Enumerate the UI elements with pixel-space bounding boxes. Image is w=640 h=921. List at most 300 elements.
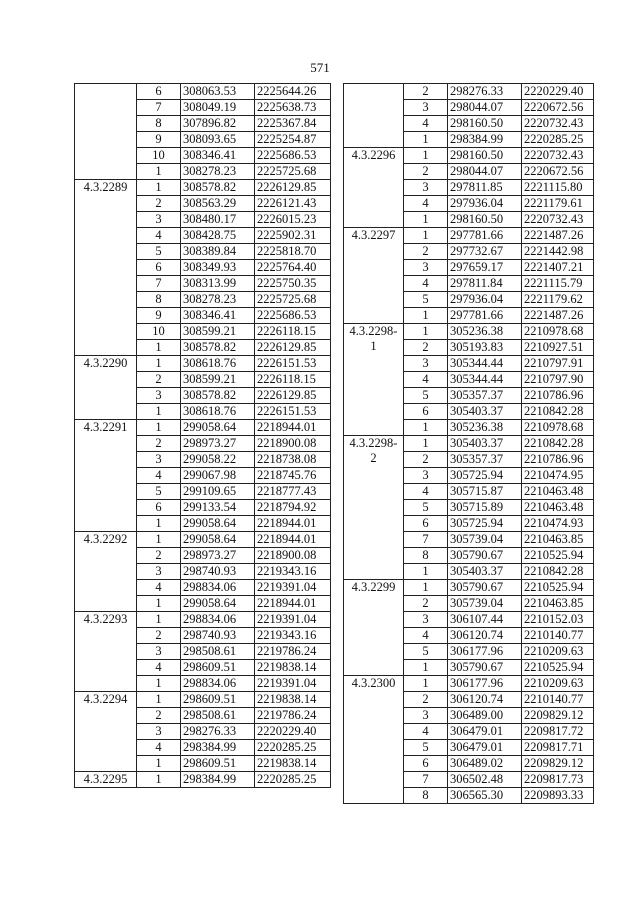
point-number: 4 (404, 724, 448, 740)
x-coordinate: 298834.06 (181, 580, 255, 596)
y-coordinate: 2226129.85 (255, 180, 331, 196)
x-coordinate: 306489.00 (448, 708, 522, 724)
point-number: 3 (404, 180, 448, 196)
point-number: 1 (404, 580, 448, 596)
y-coordinate: 2210786.96 (522, 388, 594, 404)
point-number: 2 (137, 436, 181, 452)
y-coordinate: 2225902.31 (255, 228, 331, 244)
point-number: 2 (404, 164, 448, 180)
y-coordinate: 2226118.15 (255, 372, 331, 388)
x-coordinate: 305403.37 (448, 564, 522, 580)
x-coordinate: 298834.06 (181, 612, 255, 628)
x-coordinate: 299058.64 (181, 420, 255, 436)
y-coordinate: 2209829.12 (522, 708, 594, 724)
point-number: 2 (404, 452, 448, 468)
x-coordinate: 305790.67 (448, 580, 522, 596)
table-row (75, 180, 331, 196)
x-coordinate: 305739.04 (448, 532, 522, 548)
y-coordinate: 2209893.33 (522, 788, 594, 804)
x-coordinate: 298044.07 (448, 100, 522, 116)
point-number: 4 (137, 468, 181, 484)
x-coordinate: 297811.85 (448, 180, 522, 196)
x-coordinate: 308389.84 (181, 244, 255, 260)
table-row (344, 436, 594, 452)
point-number: 2 (404, 84, 448, 100)
point-number: 1 (404, 132, 448, 148)
point-number: 2 (404, 692, 448, 708)
y-coordinate: 2219391.04 (255, 676, 331, 692)
point-number: 5 (137, 484, 181, 500)
y-coordinate: 2220285.25 (255, 740, 331, 756)
y-coordinate: 2210463.85 (522, 532, 594, 548)
y-coordinate: 2219838.14 (255, 660, 331, 676)
point-number: 1 (404, 148, 448, 164)
y-coordinate: 2220672.56 (522, 164, 594, 180)
point-number: 4 (404, 628, 448, 644)
y-coordinate: 2210474.95 (522, 468, 594, 484)
y-coordinate: 2225254.87 (255, 132, 331, 148)
point-number: 1 (137, 692, 181, 708)
x-coordinate: 308599.21 (181, 372, 255, 388)
point-number: 1 (137, 756, 181, 772)
point-number: 4 (137, 580, 181, 596)
y-coordinate: 2210152.03 (522, 612, 594, 628)
y-coordinate: 2226151.53 (255, 356, 331, 372)
y-coordinate: 2220732.43 (522, 116, 594, 132)
parcel-id-line: 1 (370, 339, 377, 353)
parcel-id: 4.3.2294 (75, 692, 137, 772)
x-coordinate: 308313.99 (181, 276, 255, 292)
x-coordinate: 298384.99 (448, 132, 522, 148)
point-number: 3 (137, 724, 181, 740)
x-coordinate: 307896.82 (181, 116, 255, 132)
x-coordinate: 308346.41 (181, 148, 255, 164)
y-coordinate: 2210842.28 (522, 404, 594, 420)
y-coordinate: 2218777.43 (255, 484, 331, 500)
x-coordinate: 306107.44 (448, 612, 522, 628)
point-number: 8 (137, 292, 181, 308)
x-coordinate: 297781.66 (448, 228, 522, 244)
point-number: 3 (404, 708, 448, 724)
point-number: 1 (137, 612, 181, 628)
parcel-id (344, 84, 404, 148)
point-number: 2 (137, 548, 181, 564)
x-coordinate: 308618.76 (181, 356, 255, 372)
table-row (344, 324, 594, 340)
y-coordinate: 2210978.68 (522, 324, 594, 340)
left-table-body (75, 84, 331, 788)
point-number: 1 (404, 324, 448, 340)
x-coordinate: 305790.67 (448, 548, 522, 564)
x-coordinate: 298834.06 (181, 676, 255, 692)
x-coordinate: 305193.83 (448, 340, 522, 356)
y-coordinate: 2226151.53 (255, 404, 331, 420)
x-coordinate: 308563.29 (181, 196, 255, 212)
parcel-id-line: 4.3.2298- (349, 436, 398, 450)
y-coordinate: 2210525.94 (522, 548, 594, 564)
y-coordinate: 2210797.90 (522, 372, 594, 388)
y-coordinate: 2221179.62 (522, 292, 594, 308)
y-coordinate: 2220285.25 (255, 772, 331, 788)
y-coordinate: 2210463.85 (522, 596, 594, 612)
y-coordinate: 2210797.91 (522, 356, 594, 372)
y-coordinate: 2225725.68 (255, 292, 331, 308)
y-coordinate: 2209817.72 (522, 724, 594, 740)
y-coordinate: 2209817.71 (522, 740, 594, 756)
table-row (75, 772, 331, 788)
point-number: 1 (137, 180, 181, 196)
point-number: 4 (404, 116, 448, 132)
x-coordinate: 297659.17 (448, 260, 522, 276)
point-number: 6 (137, 84, 181, 100)
point-number: 1 (137, 676, 181, 692)
page-number: 571 (310, 60, 330, 75)
table-row (344, 228, 594, 244)
x-coordinate: 299133.54 (181, 500, 255, 516)
table-row (344, 580, 594, 596)
point-number: 6 (137, 260, 181, 276)
point-number: 6 (404, 516, 448, 532)
x-coordinate: 305725.94 (448, 468, 522, 484)
point-number: 2 (137, 372, 181, 388)
x-coordinate: 299067.98 (181, 468, 255, 484)
y-coordinate: 2225686.53 (255, 308, 331, 324)
parcel-id: 4.3.2293 (75, 612, 137, 692)
x-coordinate: 305790.67 (448, 660, 522, 676)
y-coordinate: 2210842.28 (522, 564, 594, 580)
x-coordinate: 305236.38 (448, 420, 522, 436)
parcel-id: 4.3.2300 (344, 676, 404, 804)
point-number: 3 (404, 100, 448, 116)
y-coordinate: 2209817.73 (522, 772, 594, 788)
x-coordinate: 297936.04 (448, 292, 522, 308)
x-coordinate: 297811.84 (448, 276, 522, 292)
x-coordinate: 299058.64 (181, 596, 255, 612)
y-coordinate: 2219391.04 (255, 612, 331, 628)
x-coordinate: 305715.89 (448, 500, 522, 516)
x-coordinate: 298973.27 (181, 548, 255, 564)
y-coordinate: 2220285.25 (522, 132, 594, 148)
table-row (75, 532, 331, 548)
point-number: 8 (404, 548, 448, 564)
y-coordinate: 2221487.26 (522, 308, 594, 324)
point-number: 1 (137, 404, 181, 420)
table-row (344, 84, 594, 100)
y-coordinate: 2220732.43 (522, 148, 594, 164)
y-coordinate: 2225644.26 (255, 84, 331, 100)
y-coordinate: 2219838.14 (255, 692, 331, 708)
y-coordinate: 2210842.28 (522, 436, 594, 452)
x-coordinate: 305725.94 (448, 516, 522, 532)
y-coordinate: 2226121.43 (255, 196, 331, 212)
point-number: 4 (404, 196, 448, 212)
x-coordinate: 299058.64 (181, 532, 255, 548)
point-number: 1 (137, 516, 181, 532)
y-coordinate: 2219343.16 (255, 564, 331, 580)
y-coordinate: 2226118.15 (255, 324, 331, 340)
point-number: 1 (137, 164, 181, 180)
x-coordinate: 298508.61 (181, 708, 255, 724)
x-coordinate: 308578.82 (181, 388, 255, 404)
x-coordinate: 306177.96 (448, 676, 522, 692)
x-coordinate: 297781.66 (448, 308, 522, 324)
x-coordinate: 305403.37 (448, 404, 522, 420)
point-number: 5 (404, 740, 448, 756)
y-coordinate: 2210463.48 (522, 500, 594, 516)
point-number: 8 (404, 788, 448, 804)
y-coordinate: 2218944.01 (255, 532, 331, 548)
point-number: 3 (404, 468, 448, 484)
y-coordinate: 2210474.93 (522, 516, 594, 532)
y-coordinate: 2220732.43 (522, 212, 594, 228)
point-number: 7 (404, 772, 448, 788)
parcel-id: 4.3.2297 (344, 228, 404, 324)
point-number: 8 (137, 116, 181, 132)
x-coordinate: 305236.38 (448, 324, 522, 340)
y-coordinate: 2218794.92 (255, 500, 331, 516)
y-coordinate: 2218745.76 (255, 468, 331, 484)
point-number: 1 (137, 532, 181, 548)
y-coordinate: 2219838.14 (255, 756, 331, 772)
x-coordinate: 298973.27 (181, 436, 255, 452)
y-coordinate: 2218944.01 (255, 420, 331, 436)
point-number: 1 (404, 660, 448, 676)
point-number: 1 (137, 356, 181, 372)
y-coordinate: 2225638.73 (255, 100, 331, 116)
point-number: 1 (404, 308, 448, 324)
y-coordinate: 2221407.21 (522, 260, 594, 276)
x-coordinate: 308278.23 (181, 164, 255, 180)
right-table-body (344, 84, 594, 804)
x-coordinate: 306502.48 (448, 772, 522, 788)
point-number: 1 (137, 596, 181, 612)
point-number: 4 (404, 372, 448, 388)
point-number: 6 (404, 756, 448, 772)
x-coordinate: 306489.02 (448, 756, 522, 772)
point-number: 3 (404, 260, 448, 276)
parcel-id-line: 4.3.2298- (349, 324, 398, 338)
x-coordinate: 308578.82 (181, 180, 255, 196)
x-coordinate: 308428.75 (181, 228, 255, 244)
parcel-id (75, 84, 137, 180)
x-coordinate: 298160.50 (448, 116, 522, 132)
y-coordinate: 2225367.84 (255, 116, 331, 132)
y-coordinate: 2226129.85 (255, 388, 331, 404)
x-coordinate: 306120.74 (448, 628, 522, 644)
point-number: 1 (404, 420, 448, 436)
x-coordinate: 305344.44 (448, 372, 522, 388)
y-coordinate: 2219786.24 (255, 644, 331, 660)
point-number: 4 (137, 740, 181, 756)
point-number: 1 (137, 340, 181, 356)
table-row (344, 676, 594, 692)
parcel-id (344, 436, 404, 580)
point-number: 2 (404, 340, 448, 356)
parcel-id: 4.3.2295 (75, 772, 137, 788)
x-coordinate: 308063.53 (181, 84, 255, 100)
y-coordinate: 2210525.94 (522, 580, 594, 596)
y-coordinate: 2226015.23 (255, 212, 331, 228)
x-coordinate: 298384.99 (181, 772, 255, 788)
x-coordinate: 298740.93 (181, 628, 255, 644)
point-number: 3 (137, 212, 181, 228)
parcel-id (344, 324, 404, 436)
point-number: 1 (404, 676, 448, 692)
y-coordinate: 2210927.51 (522, 340, 594, 356)
table-row (75, 356, 331, 372)
y-coordinate: 2225764.40 (255, 260, 331, 276)
point-number: 5 (404, 388, 448, 404)
y-coordinate: 2218738.08 (255, 452, 331, 468)
y-coordinate: 2218900.08 (255, 436, 331, 452)
point-number: 1 (137, 420, 181, 436)
x-coordinate: 308578.82 (181, 340, 255, 356)
x-coordinate: 306120.74 (448, 692, 522, 708)
point-number: 7 (137, 276, 181, 292)
point-number: 10 (137, 148, 181, 164)
point-number: 1 (137, 772, 181, 788)
y-coordinate: 2225725.68 (255, 164, 331, 180)
x-coordinate: 305739.04 (448, 596, 522, 612)
point-number: 6 (137, 500, 181, 516)
point-number: 1 (404, 228, 448, 244)
x-coordinate: 298609.51 (181, 692, 255, 708)
point-number: 3 (137, 452, 181, 468)
x-coordinate: 298508.61 (181, 644, 255, 660)
point-number: 3 (137, 564, 181, 580)
point-number: 9 (137, 308, 181, 324)
y-coordinate: 2221442.98 (522, 244, 594, 260)
table-row (75, 692, 331, 708)
y-coordinate: 2221115.79 (522, 276, 594, 292)
point-number: 2 (404, 596, 448, 612)
point-number: 3 (404, 356, 448, 372)
y-coordinate: 2209829.12 (522, 756, 594, 772)
y-coordinate: 2221179.61 (522, 196, 594, 212)
point-number: 2 (137, 628, 181, 644)
x-coordinate: 305357.37 (448, 388, 522, 404)
x-coordinate: 298276.33 (448, 84, 522, 100)
point-number: 5 (404, 644, 448, 660)
y-coordinate: 2218944.01 (255, 516, 331, 532)
point-number: 6 (404, 404, 448, 420)
point-number: 1 (404, 564, 448, 580)
parcel-id: 4.3.2292 (75, 532, 137, 612)
point-number: 2 (404, 244, 448, 260)
x-coordinate: 298276.33 (181, 724, 255, 740)
point-number: 4 (137, 228, 181, 244)
x-coordinate: 305357.37 (448, 452, 522, 468)
y-coordinate: 2220229.40 (522, 84, 594, 100)
x-coordinate: 308349.93 (181, 260, 255, 276)
x-coordinate: 298609.51 (181, 660, 255, 676)
x-coordinate: 306479.01 (448, 740, 522, 756)
y-coordinate: 2221487.26 (522, 228, 594, 244)
parcel-id: 4.3.2290 (75, 356, 137, 420)
x-coordinate: 299058.22 (181, 452, 255, 468)
x-coordinate: 308599.21 (181, 324, 255, 340)
x-coordinate: 298044.07 (448, 164, 522, 180)
point-number: 1 (404, 436, 448, 452)
y-coordinate: 2210209.63 (522, 644, 594, 660)
x-coordinate: 297936.04 (448, 196, 522, 212)
x-coordinate: 298609.51 (181, 756, 255, 772)
x-coordinate: 308278.23 (181, 292, 255, 308)
y-coordinate: 2225818.70 (255, 244, 331, 260)
x-coordinate: 306565.30 (448, 788, 522, 804)
y-coordinate: 2220229.40 (255, 724, 331, 740)
point-number: 3 (137, 388, 181, 404)
point-number: 3 (404, 612, 448, 628)
x-coordinate: 298384.99 (181, 740, 255, 756)
x-coordinate: 308093.65 (181, 132, 255, 148)
y-coordinate: 2219391.04 (255, 580, 331, 596)
y-coordinate: 2219343.16 (255, 628, 331, 644)
table-row (75, 84, 331, 100)
y-coordinate: 2210140.77 (522, 628, 594, 644)
x-coordinate: 298160.50 (448, 212, 522, 228)
x-coordinate: 308049.19 (181, 100, 255, 116)
y-coordinate: 2220672.56 (522, 100, 594, 116)
y-coordinate: 2218900.08 (255, 548, 331, 564)
point-number: 4 (404, 276, 448, 292)
x-coordinate: 308480.17 (181, 212, 255, 228)
point-number: 4 (137, 660, 181, 676)
x-coordinate: 308346.41 (181, 308, 255, 324)
x-coordinate: 299058.64 (181, 516, 255, 532)
parcel-id: 4.3.2289 (75, 180, 137, 356)
y-coordinate: 2210786.96 (522, 452, 594, 468)
coordinates-table-right (343, 83, 594, 804)
y-coordinate: 2210525.94 (522, 660, 594, 676)
y-coordinate: 2225750.35 (255, 276, 331, 292)
point-number: 9 (137, 132, 181, 148)
table-row (75, 420, 331, 436)
y-coordinate: 2210209.63 (522, 676, 594, 692)
x-coordinate: 297732.67 (448, 244, 522, 260)
point-number: 4 (404, 484, 448, 500)
x-coordinate: 298160.50 (448, 148, 522, 164)
x-coordinate: 305715.87 (448, 484, 522, 500)
y-coordinate: 2210140.77 (522, 692, 594, 708)
coordinates-table-left (74, 83, 331, 788)
point-number: 5 (137, 244, 181, 260)
x-coordinate: 306177.96 (448, 644, 522, 660)
x-coordinate: 299109.65 (181, 484, 255, 500)
table-row (344, 148, 594, 164)
parcel-id: 4.3.2296 (344, 148, 404, 228)
point-number: 7 (404, 532, 448, 548)
point-number: 2 (137, 708, 181, 724)
x-coordinate: 308618.76 (181, 404, 255, 420)
y-coordinate: 2226129.85 (255, 340, 331, 356)
point-number: 5 (404, 292, 448, 308)
parcel-id: 4.3.2299 (344, 580, 404, 676)
table-row (75, 612, 331, 628)
y-coordinate: 2225686.53 (255, 148, 331, 164)
parcel-id: 4.3.2291 (75, 420, 137, 532)
point-number: 1 (404, 212, 448, 228)
x-coordinate: 305344.44 (448, 356, 522, 372)
point-number: 7 (137, 100, 181, 116)
y-coordinate: 2210463.48 (522, 484, 594, 500)
point-number: 10 (137, 324, 181, 340)
x-coordinate: 305403.37 (448, 436, 522, 452)
point-number: 3 (137, 644, 181, 660)
x-coordinate: 306479.01 (448, 724, 522, 740)
parcel-id-line: 2 (370, 451, 377, 465)
y-coordinate: 2218944.01 (255, 596, 331, 612)
